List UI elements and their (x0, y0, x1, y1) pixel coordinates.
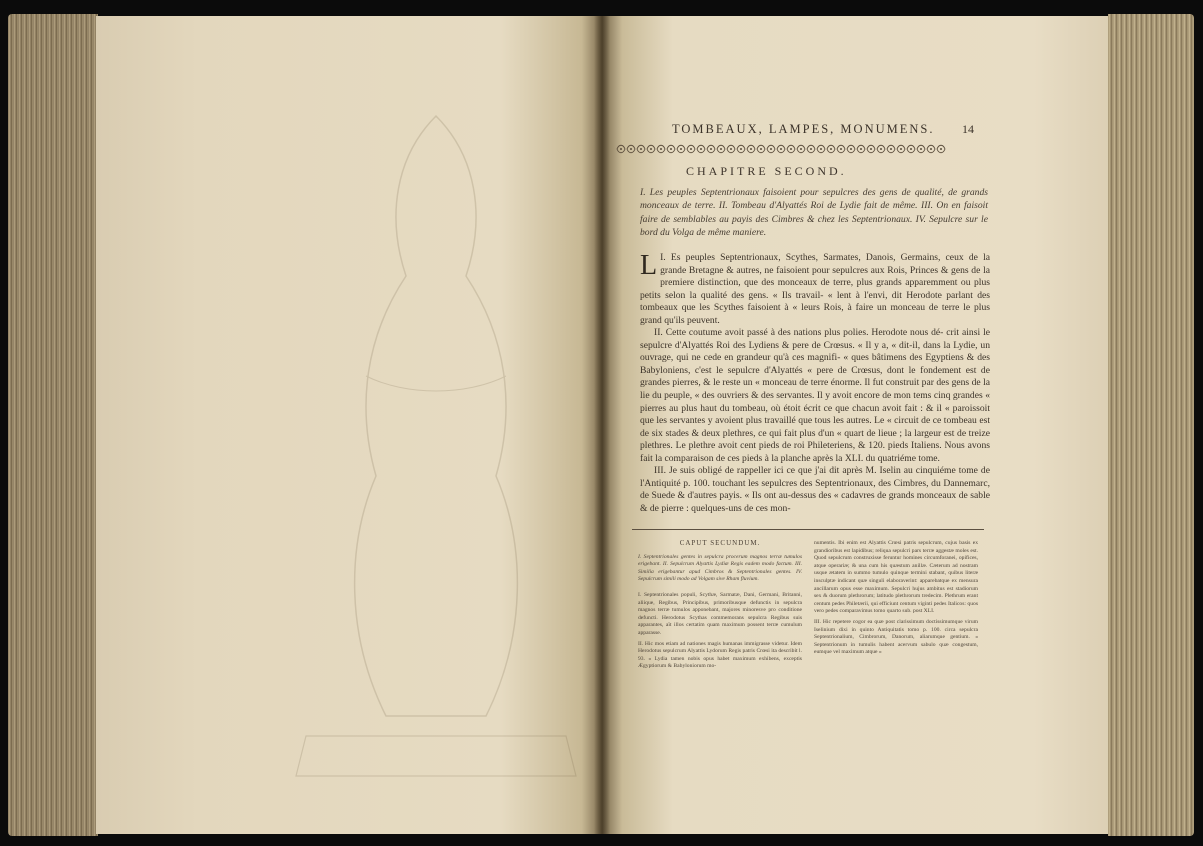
drop-cap: L (640, 250, 658, 281)
book-gutter (594, 16, 610, 834)
latin-paragraph: I. Septentrionales populi, Scythæ, Sarmatæ, Dani, Germani, Britanni, aliique, Regibus, Principibus, primoribusque defunctis in sepulcra magnos terræ tumulos apponebant, majores minoresve pro conditione defuncti. Herodotus Scythas commemorans sepulcra Regibus suis apparantes, aït illos certatim quam maximum possent terræ cumulum apparasse. (638, 591, 802, 636)
right-page-edges (1108, 14, 1194, 836)
latin-column-right (814, 540, 978, 660)
chapter-summary: I. Les peuples Septentrionaux faisoient pour sepulcres des gens de qualité, de grands monceaux de terre. II. Tombeau d'Alyattés Roi de Lydie fait de même. III. On en faisoit faire de semblables au payis des Cimbres & chez les Septentrionaux. IV. Sepulcre sur le bord du Volga de même maniere. (640, 187, 988, 239)
left-page (96, 16, 602, 834)
latin-summary: I. Septentrionales gentes in sepulcra procerum magnos terræ tumulos erigebant. II. Sepulcrum Alyattis Lydiæ Regis eadem modo factum. III. Similia erigebantur apud Cimbros & Septentrionales gentes. IV. Sepulcrum simili modo ad Volgam sive Rham fluvium. (638, 553, 802, 583)
latin-column-left (638, 540, 802, 674)
latin-paragraph: III. Hic repetere cogor ea quæ post clarissimum doctissimumque virum Iselinium dixi in quinto Antiquitatis tomo p. 100. circa sepulcra Septentrionalium, Cimbrorum, Danorum, aliarumque gentium. « Septentrionum in tumulis habent acervum sabulo quæ congestum, eumque vel maximum atque « (814, 618, 978, 656)
latin-chapter-title: CAPUT SECUNDUM. (679, 539, 761, 547)
latin-paragraph: II. Hic mos etiam ad nationes magis humanas immigrasse videtur. Idem Herodotus sepulcrum Alyattis Lydorum Regis patris Crœsi ita describit l. 93. « Lydia tamen nobis opus habet maximum exhibens, exceptis Ægyptiorum & Babyloniorum mo- (638, 640, 802, 670)
left-page-edges (8, 14, 98, 836)
faint-engraving-bleedthrough (246, 76, 626, 796)
body-paragraph-3: III. Je suis obligé de rappeller ici ce que j'ai dit après M. Iselin au cinquiéme tome de l'Antiquité p. 100. touchant les sepulcres des Septentrionaux, des Cimbres, du Dannemarc, de Suede & d'autres payis. « Ils ont au-dessus des « cadavres de grands monceaux de sable & de pierre : quelques-uns de ces mon- (640, 465, 990, 514)
page-number: 14 (962, 122, 974, 136)
running-head: TOMBEAUX, LAMPES, MONUMENS. (672, 122, 935, 136)
chapter-body (640, 252, 990, 515)
chapter-title: CHAPITRE SECOND. (686, 164, 847, 178)
body-paragraph-2: II. Cette coutume avoit passé à des nations plus polies. Herodote nous dé- crit ainsi le sepulcre d'Alyattés Roi des Lydiens & pere de Crœsus. « Il y a, « dit-il, dans la Lydie, un ouvrage, qui ne cede en grandeur qu'à ces magnifi- « ques bâtimens des Egyptiens & des Babyloniens, c'est le sepulcre d'Alyattés « pere de Crœsus, dont le fondement est de grandes pierres, & le reste un « monceau de terre énorme. Il fut construit par des gens de la lie du peuple, « des ouvriers & des servantes. Il y avoit encore de mon tems cinq grandes « pierres au plus haut du tombeau, où étoit écrit ce que chacun avoit fait : & il « paroissoit que les servantes y avoient plus travaillé que tous les autres. Le « circuit de ce tombeau est de six stades & deux plethres, ce qui fait plus d'un « quart de lieue ; la largeur est de treize plethres. Le plethre avoit cent pieds de roi Phileteriens, & 120. pieds Italiens. Nous avons fait la comparaison de ces pieds à la planche après la XLI. du quatriéme tome. (640, 327, 990, 464)
decorative-headband (616, 143, 946, 155)
latin-paragraph: numentis. Ibi enim est Alyattis Crœsi patris sepulcrum, cujus basis ex grandioribus est lapidibus; reliqua sepulcri pars terræ aggestæ moles est. Quod sepulcrum construxisse feruntur homines circumforanei, opifices, atque operariæ; & una cum his quæstum anillæ. Cæterum ad nostram usque ætatem in summo tumulo quinque termini stabant, quibus literæ insculptæ indicant quæ singuli elaboraverint: apparebatque ex mensura ancillarum opus esse maximum. Sepulcri hujus ambitus est stadiorum sex & duorum plethrorum; latitudo plethrorum tredecim. Plethrum erant centum pedes Philetærii, qui efficiunt centum viginti pedes Italicos: quos vero pedes comparavimus tomo quarto sub. post XLI. (814, 540, 978, 615)
body-paragraph-1: L I. Es peuples Septentrionaux, Scythes, Sarmates, Danois, Germains, ceux de la grande Bretagne & autres, ne faisoient pour sepulcres aux Rois, Princes & gens de la premiere distinction, que des monceaux de terre, plus grands apparemment ou plus petits selon la qualité des gens. « Ils travail- « lent à l'envi, dit Herodote parlant des tombeaux que les Scythes faisoient à « leurs Rois, à faire un monceau de terre le plus grand qu'ils peuvent. (640, 250, 990, 326)
footnote-rule (632, 529, 984, 530)
